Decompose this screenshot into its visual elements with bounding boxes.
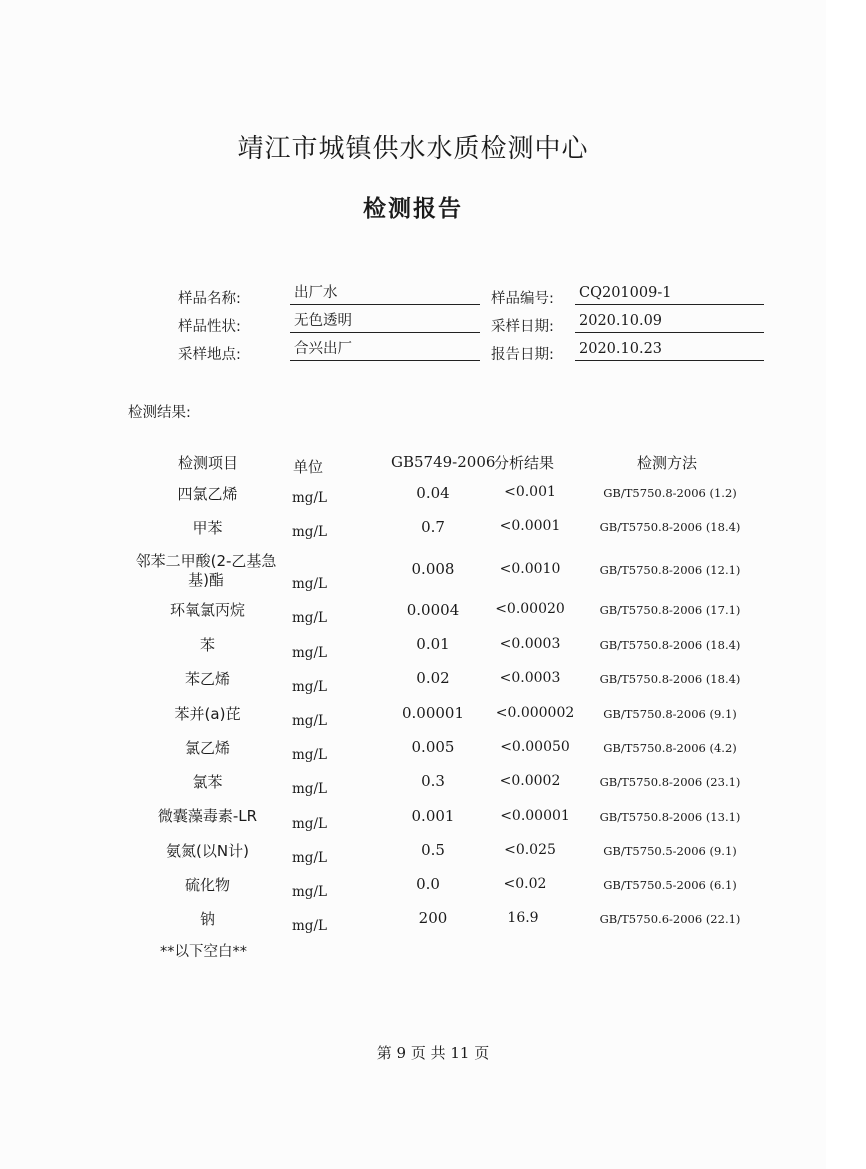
row-6-item: 苯乙烯: [184, 670, 230, 688]
results-label: 检测结果:: [128, 405, 191, 421]
row-2-item: 甲苯: [192, 519, 223, 537]
row-2-result: <0.0001: [499, 518, 561, 534]
row-13-method: GB/T5750.6-2006 (22.1): [599, 912, 741, 926]
row-7-item: 苯并(a)芘: [174, 705, 241, 723]
row-8-standard: 0.005: [411, 738, 455, 756]
header-unit: 单位: [293, 458, 324, 476]
sampling-date-value: 2020.10.09: [575, 311, 764, 333]
sample-name-label: 样品名称:: [178, 291, 241, 307]
row-5-standard: 0.01: [416, 635, 450, 653]
row-12-unit: mg/L: [292, 884, 327, 900]
row-13-unit: mg/L: [292, 918, 327, 934]
sample-name-value: 出厂水: [290, 283, 480, 305]
row-2-unit: mg/L: [292, 524, 327, 540]
row-2-method: GB/T5750.8-2006 (18.4): [599, 520, 741, 534]
header-standard: GB5749-2006: [391, 453, 496, 471]
row-4-standard: 0.0004: [406, 601, 460, 619]
row-5-method: GB/T5750.8-2006 (18.4): [599, 638, 741, 652]
row-3-item-line1: 邻苯二甲酸(2-乙基急: [135, 552, 277, 570]
row-10-method: GB/T5750.8-2006 (13.1): [599, 810, 741, 824]
row-13-standard: 200: [418, 909, 448, 927]
row-9-standard: 0.3: [421, 772, 445, 790]
report-title: 检测报告: [363, 196, 463, 222]
row-9-item: 氯苯: [192, 773, 223, 791]
sample-nature-label: 样品性状:: [178, 319, 241, 335]
row-1-item: 四氯乙烯: [177, 485, 238, 503]
row-8-result: <0.00050: [500, 739, 570, 755]
row-4-result: <0.00020: [495, 601, 565, 617]
row-3-unit: mg/L: [292, 576, 327, 592]
row-6-result: <0.0003: [499, 670, 561, 686]
sampling-location-value: 合兴出厂: [290, 339, 480, 361]
row-1-result: <0.001: [504, 484, 556, 500]
organization-title: 靖江市城镇供水水质检测中心: [237, 134, 589, 164]
row-3-item-line2: 基)酯: [188, 571, 224, 589]
row-8-item: 氯乙烯: [184, 739, 230, 757]
header-method: 检测方法: [637, 454, 698, 472]
sample-nature-value: 无色透明: [290, 311, 480, 333]
report-date-value: 2020.10.23: [575, 339, 764, 361]
row-1-method: GB/T5750.8-2006 (1.2): [603, 486, 737, 500]
row-3-method: GB/T5750.8-2006 (12.1): [599, 563, 741, 577]
row-7-method: GB/T5750.8-2006 (9.1): [603, 707, 737, 721]
row-10-unit: mg/L: [292, 816, 327, 832]
row-12-result: <0.02: [503, 876, 547, 892]
row-12-method: GB/T5750.5-2006 (6.1): [603, 878, 737, 892]
row-12-item: 硫化物: [184, 876, 230, 894]
row-5-unit: mg/L: [292, 645, 327, 661]
row-10-standard: 0.001: [411, 807, 455, 825]
row-10-item: 微囊藻毒素-LR: [157, 807, 258, 825]
row-7-standard: 0.00001: [401, 704, 465, 722]
row-9-unit: mg/L: [292, 781, 327, 797]
row-5-item: 苯: [199, 636, 215, 654]
row-11-method: GB/T5750.5-2006 (9.1): [603, 844, 737, 858]
row-8-method: GB/T5750.8-2006 (4.2): [603, 741, 737, 755]
sampling-date-label: 采样日期:: [491, 319, 554, 335]
row-3-standard: 0.008: [411, 560, 455, 578]
row-6-method: GB/T5750.8-2006 (18.4): [599, 672, 741, 686]
row-11-item: 氨氮(以N计): [166, 842, 249, 860]
row-12-standard: 0.0: [416, 875, 440, 893]
row-9-method: GB/T5750.8-2006 (23.1): [599, 775, 741, 789]
header-item: 检测项目: [178, 454, 239, 472]
row-11-unit: mg/L: [292, 850, 327, 866]
row-11-standard: 0.5: [421, 841, 445, 859]
row-11-result: <0.025: [504, 842, 556, 858]
sample-code-value: CQ201009-1: [575, 283, 764, 305]
header-result: 分析结果: [494, 454, 555, 472]
report-date-label: 报告日期:: [491, 347, 554, 363]
row-4-unit: mg/L: [292, 610, 327, 626]
row-3-result: <0.0010: [499, 561, 561, 577]
row-1-standard: 0.04: [416, 484, 450, 502]
row-6-unit: mg/L: [292, 679, 327, 695]
row-7-unit: mg/L: [292, 713, 327, 729]
blank-note: **以下空白**: [160, 944, 247, 960]
row-5-result: <0.0003: [499, 636, 561, 652]
row-7-result: <0.000002: [495, 705, 575, 721]
row-10-result: <0.00001: [500, 808, 570, 824]
row-13-result: 16.9: [507, 910, 539, 926]
row-1-unit: mg/L: [292, 490, 327, 506]
row-8-unit: mg/L: [292, 747, 327, 763]
row-9-result: <0.0002: [499, 773, 561, 789]
sampling-location-label: 采样地点:: [178, 347, 241, 363]
row-13-item: 钠: [199, 910, 215, 928]
row-2-standard: 0.7: [421, 518, 445, 536]
sample-code-label: 样品编号:: [491, 291, 554, 307]
row-4-item: 环氧氯丙烷: [169, 601, 245, 619]
page-number: 第 9 页 共 11 页: [376, 1044, 490, 1062]
row-6-standard: 0.02: [416, 669, 450, 687]
row-4-method: GB/T5750.8-2006 (17.1): [599, 603, 741, 617]
